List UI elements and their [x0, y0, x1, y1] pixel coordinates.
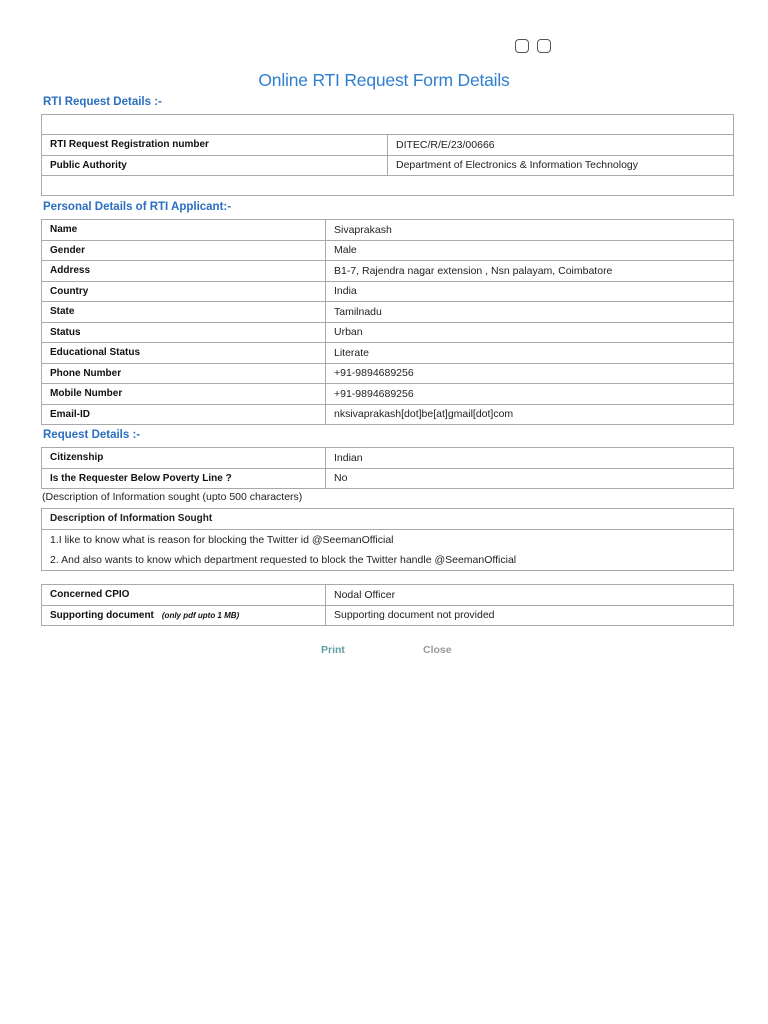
- field-value: Nodal Officer: [326, 585, 734, 606]
- close-button[interactable]: Close: [423, 644, 452, 656]
- description-line: 1.I like to know what is reason for blocking the Twitter id @SeemanOfficial: [50, 533, 394, 546]
- table-row: [42, 404, 734, 425]
- supporting-document-label: Supporting document: [50, 609, 154, 621]
- field-value: Urban: [326, 322, 734, 343]
- request-details-heading: Request Details :-: [43, 429, 141, 441]
- table-row: [42, 529, 734, 570]
- field-value: +91-9894689256: [326, 384, 734, 405]
- table-row: [42, 135, 734, 156]
- field-value: Department of Electronics & Information Technology: [388, 155, 734, 176]
- field-value: India: [326, 281, 734, 302]
- table-row: [42, 605, 734, 626]
- table-row: [42, 363, 734, 384]
- field-label: [42, 605, 326, 626]
- description-line: 2. And also wants to know which department requested to block the Twitter handle @SeemanOfficial: [50, 553, 517, 566]
- field-value: Literate: [326, 343, 734, 364]
- field-label: Citizenship: [42, 448, 326, 469]
- field-label: Educational Status: [42, 343, 326, 364]
- field-label: Name: [42, 220, 326, 241]
- field-value: +91-9894689256: [326, 363, 734, 384]
- field-value: Indian: [326, 448, 734, 469]
- description-header: Description of Information Sought: [42, 509, 734, 530]
- table-row: [42, 448, 734, 469]
- page-title: Online RTI Request Form Details: [258, 70, 510, 90]
- field-value: DITEC/R/E/23/00666: [388, 135, 734, 156]
- top-icons: [515, 39, 551, 53]
- table-row: [42, 240, 734, 261]
- table-row: [42, 261, 734, 282]
- field-value: Tamilnadu: [326, 302, 734, 323]
- field-label: Mobile Number: [42, 384, 326, 405]
- description-body: [42, 529, 734, 570]
- rti-request-details-heading: RTI Request Details :-: [43, 96, 162, 108]
- personal-details-heading: Personal Details of RTI Applicant:-: [43, 201, 232, 213]
- field-label: Gender: [42, 240, 326, 261]
- field-label: State: [42, 302, 326, 323]
- supporting-document-hint: (only pdf upto 1 MB): [161, 610, 240, 620]
- table-row: [42, 468, 734, 489]
- rounded-square-icon: [537, 39, 551, 53]
- field-value: Supporting document not provided: [326, 605, 734, 626]
- field-label: Phone Number: [42, 363, 326, 384]
- description-note: (Description of Information sought (upto 500 characters): [42, 491, 303, 503]
- field-label: Is the Requester Below Poverty Line ?: [42, 468, 326, 489]
- table-row: [42, 281, 734, 302]
- table-row: [42, 384, 734, 405]
- print-button[interactable]: Print: [321, 644, 345, 656]
- table-row: [42, 302, 734, 323]
- table-row: [42, 322, 734, 343]
- request-details-table: [41, 447, 734, 489]
- description-table: [41, 508, 734, 571]
- field-value: B1-7, Rajendra nagar extension , Nsn palayam, Coimbatore: [326, 261, 734, 282]
- cpio-document-table: [41, 584, 734, 626]
- table-row: [42, 155, 734, 176]
- table-row: [42, 509, 734, 530]
- table-row: [42, 585, 734, 606]
- field-value: Sivaprakash: [326, 220, 734, 241]
- personal-details-table: [41, 219, 734, 425]
- field-label: Email-ID: [42, 404, 326, 425]
- field-value: No: [326, 468, 734, 489]
- table-row: [42, 115, 734, 135]
- field-label: RTI Request Registration number: [42, 135, 388, 156]
- rounded-square-icon: [515, 39, 529, 53]
- table-row: [42, 343, 734, 364]
- table-row: [42, 176, 734, 196]
- table-row: [42, 220, 734, 241]
- field-label: Country: [42, 281, 326, 302]
- field-label: Status: [42, 322, 326, 343]
- field-value: Male: [326, 240, 734, 261]
- field-value: nksivaprakash[dot]be[at]gmail[dot]com: [326, 404, 734, 425]
- field-label: Public Authority: [42, 155, 388, 176]
- field-label: Concerned CPIO: [42, 585, 326, 606]
- rti-request-table: [41, 114, 734, 196]
- field-label: Address: [42, 261, 326, 282]
